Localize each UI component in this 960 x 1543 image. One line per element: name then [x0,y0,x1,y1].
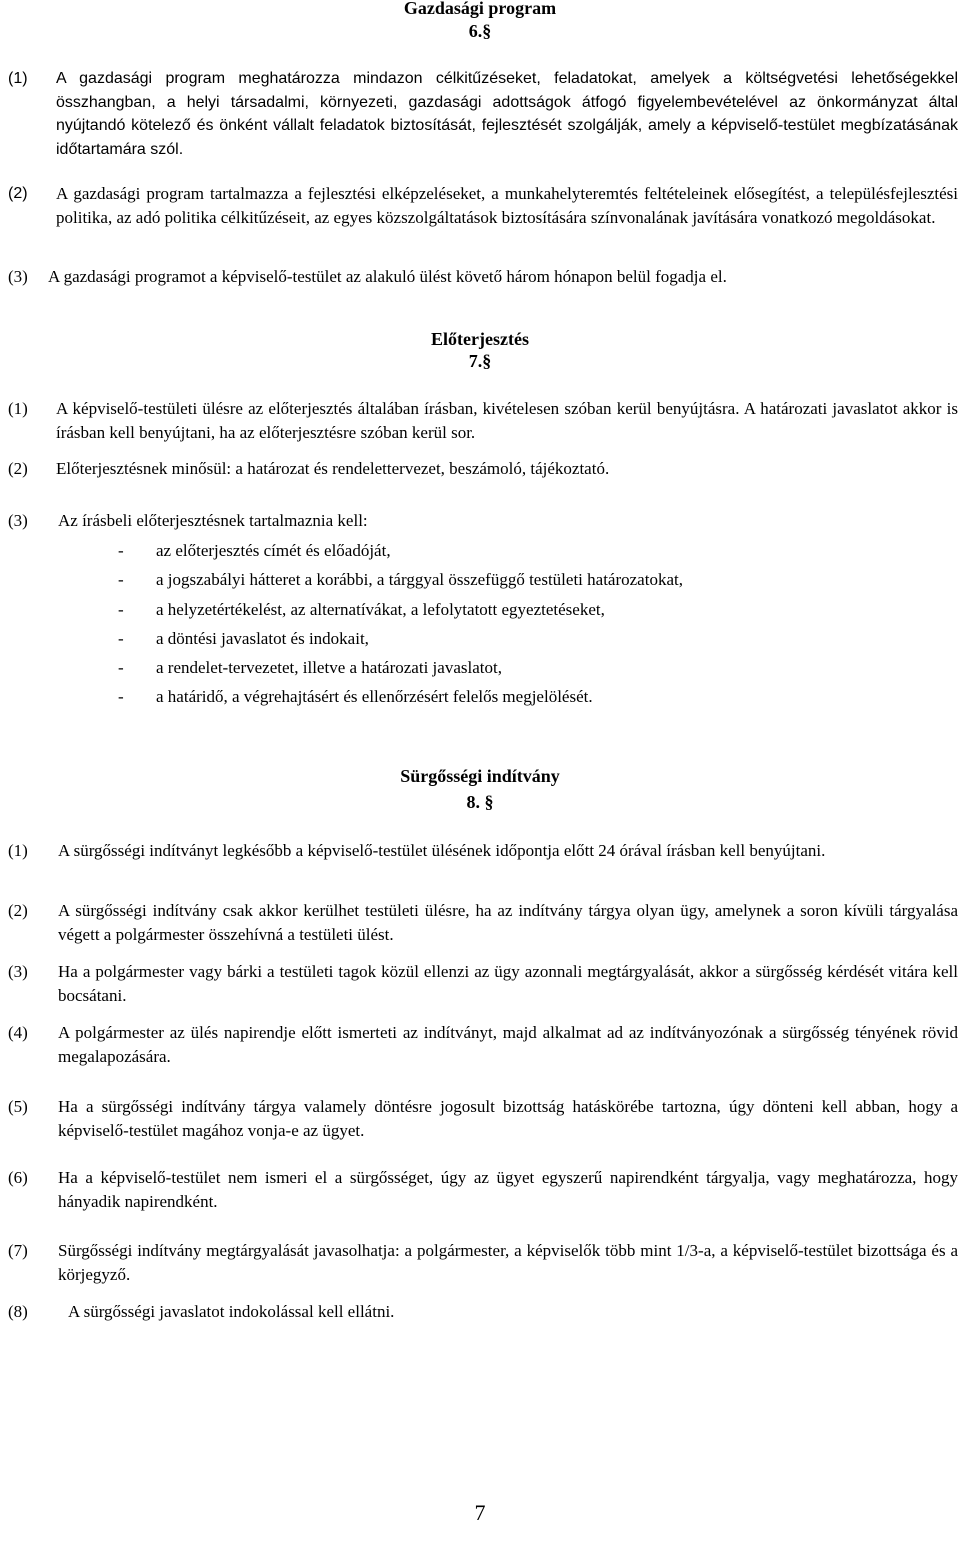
paragraph-number: (7) [8,1241,28,1260]
list-item-text: a jogszabályi hátteret a korábbi, a tárggyal összefüggő testületi határozatokat, [156,570,683,590]
list-item [118,569,938,598]
paragraph-text: A sürgősségi javaslatot indokolással kell ellátni. [68,1302,395,1321]
paragraph-text: Ha a képviselő-testület nem ismeri el a sürgősséget, úgy az ügyet egyszerű napirendként tárgyalja, vagy meghatározza, hogy hányadik napirendként. [58,1168,958,1211]
paragraph-text: Ha a polgármester vagy bárki a testületi tagok közül ellenzi az ügy azonnali megtárgyalását, akkor a sürgősség kérdését vitára kell bocsátani. [58,962,958,1005]
paragraph-number: (2) [8,459,28,478]
section-8-title: Sürgősségi indítvány [400,766,560,786]
list-item [118,540,938,569]
section-8-paragraph-2 [8,899,958,947]
list-item-text: a rendelet-tervezetet, illetve a határozati javaslatot, [156,658,502,678]
section-8-paragraph-6 [8,1166,958,1214]
bullet-dash: - [118,570,124,590]
list-item-text: a helyzetértékelést, az alternatívákat, a lefolytatott egyeztetéseket, [156,599,605,619]
paragraph-number: (1) [8,841,28,860]
paragraph-number: (1) [8,399,28,418]
paragraph-text: A sürgősségi indítványt legkésőbb a képviselő-testület ülésének időpontja előtt 24 órával írásban kell benyújtani. [58,841,826,860]
paragraph-text: A gazdasági program meghatározza mindazon célkitűzéseket, feladatokat, amelyek a költségvetési lehetőségekkel összhangban, a helyi társadalmi, környezeti, gazdasági adottságok átfogó figyelembevételével az önkormányzat által nyújtandó kötelező és önként vállalt feladatok biztosítását, fejlesztését szolgálják, amely a képviselő-testület megbízatásának időtartamára szól. [56,70,958,158]
section-6-paragraph-2 [8,182,958,229]
section-7-paragraph-3 [8,510,958,533]
paragraph-text: A polgármester az ülés napirendje előtt ismerteti az indítványt, majd alkalmat ad az indítványozónak a sürgősség tényének rövid megalapozására. [58,1023,958,1066]
section-8-paragraph-4 [8,1021,958,1069]
paragraph-number: (3) [8,511,28,530]
section-8-number: 8. § [466,792,494,812]
paragraph-text: Előterjesztésnek minősül: a határozat és rendelettervezet, beszámoló, tájékoztató. [56,459,610,478]
section-6-paragraph-1 [8,67,958,161]
page-number: 7 [474,1500,486,1525]
bullet-dash: - [118,628,124,648]
paragraph-number: (1) [8,70,28,87]
paragraph-text: A gazdasági program tartalmazza a fejlesztési elképzeléseket, a munkahelyteremtés feltételeinek elősegítést, a településfejlesztési politika, az adó politika célkitűzéseit, az egyes közszolgáltatások biztosítására színvonalának javítására vonatkozó megoldásokat. [56,184,958,227]
section-8-paragraph-8 [8,1301,958,1324]
section-8-paragraph-7 [8,1239,958,1287]
section-8-paragraph-1 [8,839,958,863]
paragraph-text: A képviselő-testületi ülésre az előterjesztés általában írásban, kivételesen szóban kerül benyújtásra. A határozati javaslatot akkor is írásban kell benyújtani, ha az előterjesztésre szóban kerül sor. [56,399,958,442]
paragraph-text: Ha a sürgősségi indítvány tárgya valamely döntésre jogosult bizottság hatáskörébe tartozna, úgy dönteni kell abban, hogy a képviselő-testület magához vonja-e az ügyet. [58,1097,958,1140]
paragraph-number: (8) [8,1302,28,1321]
paragraph-text: Az írásbeli előterjesztésnek tartalmaznia kell: [58,511,368,530]
paragraph-number: (3) [8,962,28,981]
paragraph-text: A sürgősségi indítvány csak akkor kerülhet testületi ülésre, ha az indítvány tárgya olyan ügy, amelynek a soron kívüli tárgyalása végett a polgármester összehívná a testületi ülést. [58,901,958,944]
list-item-text: a határidő, a végrehajtásért és ellenőrzésért felelős megjelölését. [156,687,593,707]
list-item [118,628,938,657]
section-7-paragraph-1 [8,397,958,445]
paragraph-number: (2) [8,185,28,202]
list-item [118,657,938,686]
section-6-paragraph-3 [8,266,958,289]
list-item [118,599,938,628]
section-8-paragraph-3 [8,960,958,1008]
section-7-number: 7.§ [468,351,492,371]
bullet-dash: - [118,687,124,707]
paragraph-number: (5) [8,1097,28,1116]
section-7-paragraph-2 [8,458,958,481]
bullet-dash: - [118,658,124,678]
paragraph-text: Sürgősségi indítvány megtárgyalását javasolhatja: a polgármester, a képviselők több mint 1/3-a, a képviselő-testület bizottsága és a körjegyző. [58,1241,958,1284]
paragraph-number: (2) [8,901,28,920]
paragraph-number: (3) [8,267,28,286]
paragraph-number: (4) [8,1023,28,1042]
bullet-dash: - [118,541,124,560]
section-7-title: Előterjesztés [431,329,529,349]
section-6-title: Gazdasági program [403,0,557,18]
list-item-text: a döntési javaslatot és indokait, [156,628,369,648]
list-item-text: az előterjesztés címét és előadóját, [156,541,391,560]
paragraph-number: (6) [8,1168,28,1187]
section-8-paragraph-5 [8,1095,958,1143]
section-6-number: 6.§ [468,21,492,41]
list-item [118,686,938,715]
paragraph-text: A gazdasági programot a képviselő-testület az alakuló ülést követő három hónapon belül fogadja el. [48,267,727,286]
bullet-dash: - [118,599,124,619]
section-7-bullet-list [118,540,938,716]
